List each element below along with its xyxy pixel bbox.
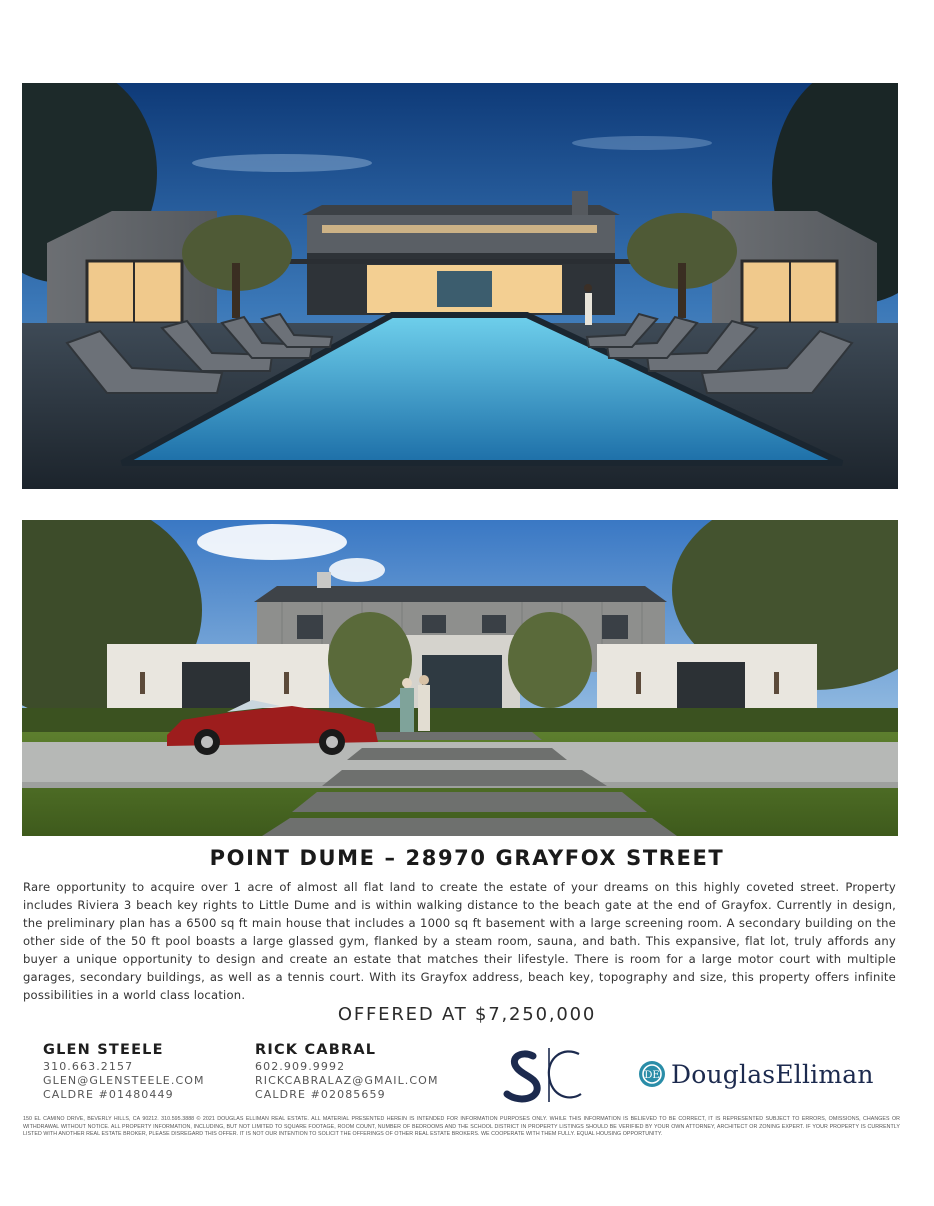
legal-disclaimer: 150 EL CAMINO DRIVE, BEVERLY HILLS, CA 90212. 310.595.3888 © 2021 DOUGLAS ELLIMAN REAL ESTATE. ALL MATERIAL PRESENTED HEREIN IS INTENDED FOR INFORMATION PURPOSES ONLY. WHILE THIS INFORMATION IS BELIEVED TO BE CORRECT, IT IS REPRESENTED SUBJECT TO ERRORS, OMISSIONS, CHANGES OR WITHDRAWAL WITHOUT NOTICE. ALL PROPERTY INFORMATION, INCLUDING, BUT NOT LIMITED TO SQUARE FOOTAGE, ROOM COUNT, NUMBER OF BEDROOMS AND THE SCHOOL DISTRICT IN PROPERTY LISTINGS SHOULD BE VERIFIED BY YOUR OWN ATTORNEY, ARCHITECT OR ZONING EXPERT. IF YOUR PROPERTY IS CURRENTLY LISTED WITH ANOTHER REAL ESTATE BROKER, PLEASE DISREGARD THIS OFFER. IT IS NOT OUR INTENTION TO SOLICIT THE OFFERINGS OF OTHER REAL ESTATE BROKERS. WE COOPERATE WITH THEM FULLY. EQUAL HOUSING OPPORTUNITY. (23, 1116, 900, 1138)
pool-courtyard-rendering (22, 83, 898, 489)
douglas-elliman-logo (637, 1056, 874, 1092)
listing-price: OFFERED AT $7,250,000 (337, 1004, 597, 1025)
front-elevation-photo (22, 520, 898, 836)
agent-card-rick-cabral (255, 1042, 439, 1102)
pool-courtyard-photo (22, 83, 898, 489)
agent-email[interactable]: RICKCABRALAZ@GMAIL.COM (255, 1074, 439, 1087)
agent-card-glen-steele (43, 1042, 205, 1102)
douglas-elliman-wordmark: DouglasElliman (671, 1059, 874, 1089)
listing-title: POINT DUME – 28970 GRAYFOX STREET (209, 846, 725, 870)
agent-license: CALDRE #02085659 (255, 1088, 386, 1101)
sc-monogram-logo (503, 1046, 587, 1104)
agent-name: RICK CABRAL (255, 1042, 377, 1058)
agent-license: CALDRE #01480449 (43, 1088, 174, 1101)
agent-email[interactable]: GLEN@GLENSTEELE.COM (43, 1074, 205, 1087)
agent-phone[interactable]: 310.663.2157 (43, 1060, 134, 1073)
listing-description: Rare opportunity to acquire over 1 acre of almost all flat land to create the estate of your dreams on this highly coveted street. Property includes Riviera 3 beach key rights to Little Dume and is within walking distance to the beach gate at the end of Grayfox. Currently in design, the preliminary plan has a 6500 sq ft main house that includes a 1000 sq ft basement with a large screening room. A secondary building on the other side of the 50 ft pool boasts a large glassed gym, flanked by a steam room, sauna, and bath. This expansive, flat lot, truly affords any buyer a unique opportunity to design and create an estate that matches their lifestyle. There is room for a large motor court with multiple garages, secondary buildings, as well as a tennis court. With its Grayfox address, beach key, topography and size, this property offers infinite possibilities in a world class location. (23, 880, 896, 1002)
douglas-elliman-emblem-icon (637, 1059, 667, 1089)
svg-text:DE: DE (644, 1070, 660, 1081)
agent-phone[interactable]: 602.909.9992 (255, 1060, 346, 1073)
front-elevation-rendering (22, 520, 898, 836)
agent-name: GLEN STEELE (43, 1042, 164, 1058)
